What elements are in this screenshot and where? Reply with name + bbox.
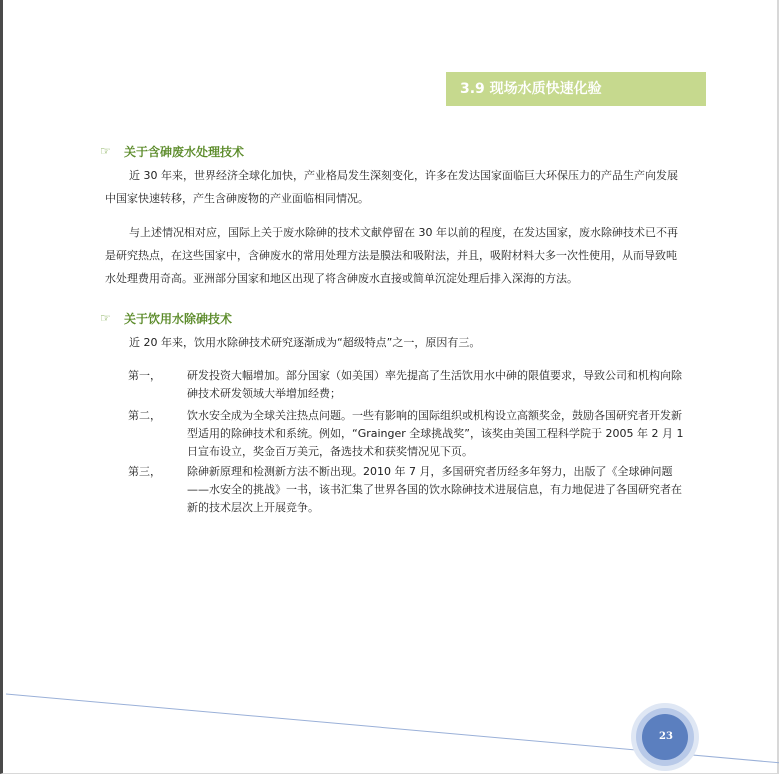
- section-title-banner: 3.9 现场水质快速化验: [446, 72, 706, 106]
- paragraph-text: 近 30 年来，世界经济全球化加快，产业格局发生深刻变化，许多在发达国家面临巨大环保压力的产品生产向发展中国家快速转移，产生含砷废物的产业面临相同情况。: [105, 169, 678, 205]
- section-heading-arsenic-wastewater: [100, 143, 244, 159]
- pointing-hand-icon: ☞: [100, 144, 111, 158]
- section-heading-label: 关于含砷废水处理技术: [124, 144, 245, 159]
- list-item-number: 第二，: [128, 409, 161, 422]
- list-item: [128, 463, 688, 517]
- list-item: [128, 407, 688, 461]
- paragraph-text: 近 20 年来，饮用水除砷技术研究逐渐成为“超级特点”之一，原因有三。: [129, 336, 481, 349]
- paragraph: [105, 221, 685, 290]
- list-item-text: 除砷新原理和检测新方法不断出现。2010 年 7 月，多国研究者历经多年努力，出版了《全球砷问题——水安全的挑战》一书，该书汇集了世界各国的饮水除砷技术进展信息，有力地促进了各国研究者在新的技术层次上开展竞争。: [187, 465, 682, 514]
- section-heading-label: 关于饮用水除砷技术: [124, 311, 233, 326]
- paragraph: [105, 331, 685, 354]
- list-item-number: 第三，: [128, 465, 161, 478]
- page-number: 23: [659, 731, 673, 742]
- list-item-text: 饮水安全成为全球关注热点问题。一些有影响的国际组织或机构设立高额奖金，鼓励各国研究者开发新型适用的除砷技术和系统。例如，“Grainger 全球挑战奖”，该奖由美国工程科学院于 2005 年 2 月 1 日宣布设立，奖金百万美元，备选技术和获奖情况见下页。: [187, 409, 684, 458]
- list-item: [128, 367, 688, 403]
- list-item-number: 第一，: [128, 369, 161, 382]
- paragraph: [105, 164, 685, 210]
- section-heading-drinking-water: [100, 310, 232, 326]
- paragraph-text: 与上述情况相对应，国际上关于废水除砷的技术文献停留在 30 年以前的程度，在发达国家，废水除砷技术已不再是研究热点，在这些国家中，含砷废水的常用处理方法是膜法和吸附法，并且，吸附材料大多一次性使用，从而导致吨水处理费用奇高。亚洲部分国家和地区出现了将含砷废水直接或简单沉淀处理后排入深海的方法。: [105, 226, 678, 285]
- list-item-text: 研发投资大幅增加。部分国家（如美国）率先提高了生活饮用水中砷的限值要求，导致公司和机构向除砷技术研发领域大举增加经费；: [187, 369, 682, 400]
- pointing-hand-icon: ☞: [100, 311, 111, 325]
